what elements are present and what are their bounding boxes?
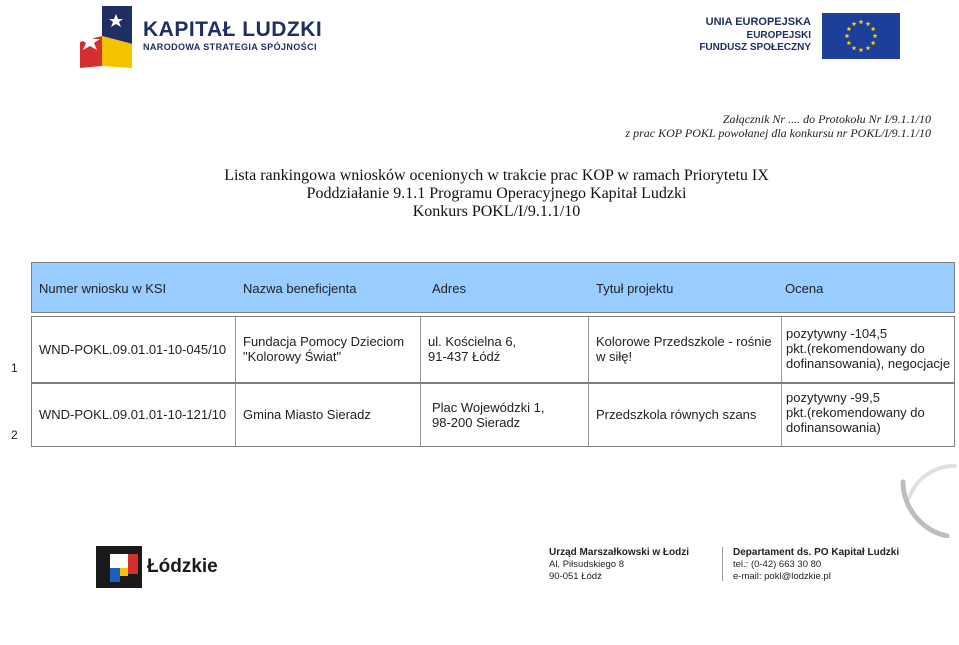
- score-line3: dofinansowania), negocjacje: [786, 356, 951, 371]
- office-street: Al. Piłsudskiego 8: [549, 559, 624, 570]
- column-header-project-title: Tytuł projektu: [596, 281, 674, 296]
- department-name: Departament ds. PO Kapitał Ludzki: [733, 547, 900, 558]
- department-phone: tel.: (0-42) 663 30 80: [733, 559, 822, 570]
- address-line2: 98-200 Sieradz: [432, 415, 521, 430]
- score-line3: dofinansowania): [786, 420, 881, 435]
- beneficiary-name-line1: Fundacja Pomocy Dzieciom: [243, 334, 405, 349]
- address-line1: Plac Wojewódzki 1,: [432, 400, 545, 415]
- table-header-row: [31, 262, 955, 313]
- office-city: 90-051 Łódź: [549, 571, 602, 582]
- row-number: 1: [11, 361, 18, 375]
- row-number: 2: [11, 428, 18, 442]
- table-row: [11, 383, 955, 447]
- ue-fund-line1: EUROPEJSKI: [746, 30, 811, 41]
- score-line2: pkt.(rekomendowany do: [786, 405, 925, 420]
- kapital-ludzki-subtitle: NARODOWA STRATEGIA SPÓJNOŚCI: [143, 42, 317, 52]
- project-title-line1: Przedszkola równych szans: [596, 407, 757, 422]
- ue-fund-line2: FUNDUSZ SPOŁECZNY: [699, 42, 811, 53]
- kapital-ludzki-logo-icon: [80, 6, 132, 68]
- column-header-ksi: Numer wniosku w KSI: [39, 281, 167, 296]
- annex-reference-line1: Załącznik Nr .... do Protokołu Nr I/9.1.1/10: [722, 112, 931, 126]
- annex-reference-line2: z prac KOP POKL powołanej dla konkursu nr POKL/I/9.1.1/10: [625, 126, 931, 140]
- document-title-line1: Lista rankingowa wniosków ocenionych w trakcie prac KOP w ramach Priorytetu IX: [224, 167, 769, 184]
- ue-title: UNIA EUROPEJSKA: [705, 16, 811, 28]
- ksi-number: WND-POKL.09.01.01-10-121/10: [39, 407, 227, 422]
- project-title-line2: w siłę!: [596, 349, 633, 364]
- decorative-arc-icon: [895, 458, 959, 538]
- project-title-line1: Kolorowe Przedszkole - rośnie: [596, 334, 772, 349]
- department-email: e-mail: pokl@lodzkie.pl: [733, 571, 831, 582]
- footer-divider: [722, 547, 723, 581]
- lodzkie-logo-text: Łódzkie: [147, 556, 218, 577]
- score-line2: pkt.(rekomendowany do: [786, 341, 925, 356]
- office-name: Urząd Marszałkowski w Łodzi: [549, 547, 690, 558]
- beneficiary-name-line1: Gmina Miasto Sieradz: [243, 407, 371, 422]
- ksi-number: WND-POKL.09.01.01-10-045/10: [39, 342, 227, 357]
- score-line1: pozytywny -99,5: [786, 390, 880, 405]
- address-line1: ul. Kościelna 6,: [428, 334, 517, 349]
- kapital-ludzki-title: KAPITAŁ LUDZKI: [143, 18, 323, 41]
- address-line2: 91-437 Łódź: [428, 349, 501, 364]
- ranking-table: [11, 262, 955, 447]
- score-line1: pozytywny -104,5: [786, 326, 888, 341]
- beneficiary-name-line2: "Kolorowy Świat": [243, 349, 342, 364]
- eu-flag-icon: [822, 13, 900, 59]
- lodzkie-logo-icon: [96, 546, 142, 588]
- column-header-address: Adres: [432, 281, 466, 296]
- document-title-line3: Konkurs POKL/I/9.1.1/10: [412, 203, 581, 220]
- column-header-score: Ocena: [785, 281, 824, 296]
- column-header-beneficiary: Nazwa beneficjenta: [243, 281, 357, 296]
- document-title-line2: Poddziałanie 9.1.1 Programu Operacyjnego Kapitał Ludzki: [306, 185, 687, 202]
- table-row: [11, 316, 955, 383]
